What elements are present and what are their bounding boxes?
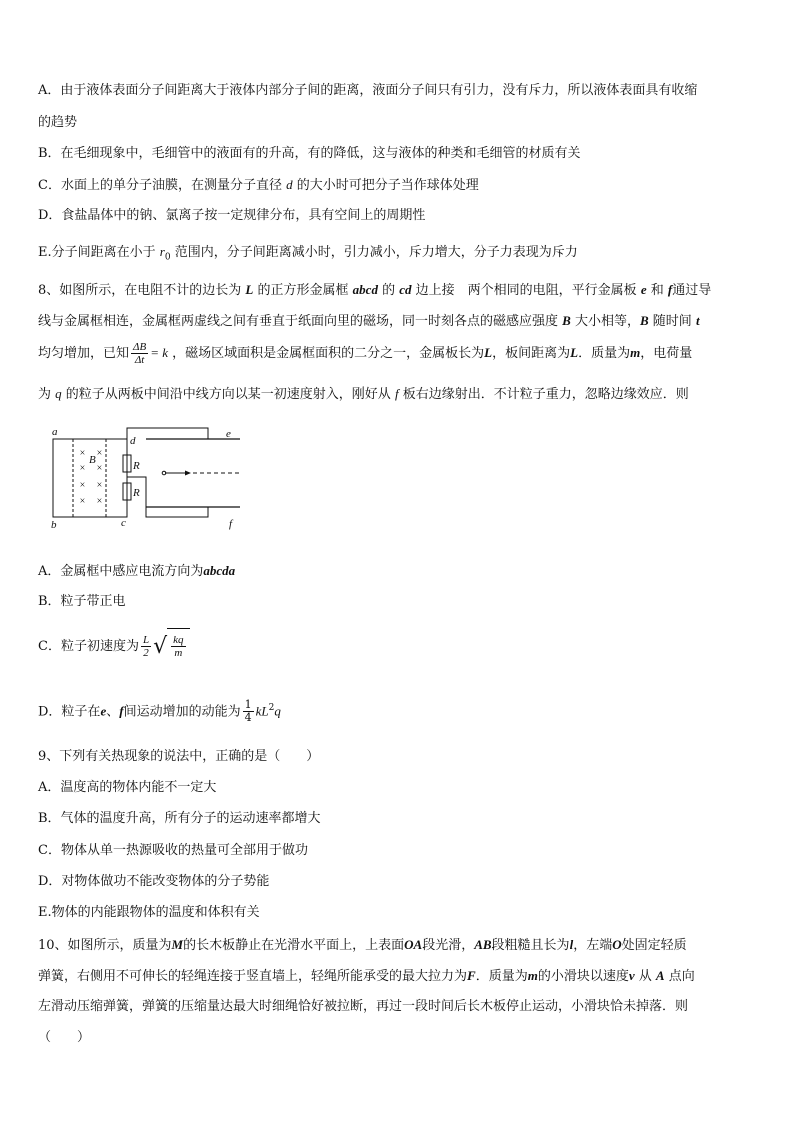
q8-option-d: D．粒子在e、f间运动增加的动能为 $\frac{1}{4}$ $kL^2q$ <box>38 698 281 725</box>
label-b: b <box>51 519 57 531</box>
sqrt-sign-icon: √ <box>153 633 168 659</box>
q9-option-a: A．温度高的物体内能不一定大 <box>38 780 217 795</box>
c-radicand: $\frac{kq}{m}$ <box>173 634 184 659</box>
label-d: d <box>130 435 136 447</box>
label-resistor-lower: R <box>133 487 140 499</box>
wire-to-plate-e <box>127 428 208 439</box>
q9-option-e: E.物体的内能跟物体的温度和体积有关 <box>38 905 260 920</box>
q8-stem-line2: 线与金属框相连，金属框两虚线之间有垂直于纸面向里的磁场，同一时刻各点的磁感应强度 B 大小相等，B 随时间 t <box>38 313 700 329</box>
q8-option-c: C．粒子初速度为 $\frac{L}{2}$ √ $\frac{kq}{m}$ <box>38 628 190 665</box>
q8-circuit-figure <box>40 425 255 535</box>
q9-option-c: C．物体从单一热源吸收的热量可全部用于做功 <box>38 843 308 858</box>
q9-stem: 9、下列有关热现象的说法中，正确的是（ ） <box>38 749 320 764</box>
field-cross-mark: × <box>96 463 103 474</box>
arrow-head-icon <box>185 471 191 476</box>
q7-option-c: C．水面上的单分子油膜，在测量分子直径 d 的大小时可把分子当作球体处理 <box>38 177 479 193</box>
field-cross-mark: × <box>79 448 86 459</box>
q10-stem-line3: 左滑动压缩弹簧，弹簧的压缩量达最大时细绳恰好被拉断，再过一段时间后长木板停止运动，小滑块恰未掉落．则 <box>38 999 689 1014</box>
q7-option-a-line1: A．由于液体表面分子间距离大于液体内部分子间的距离，液面分子间只有引力，没有斥力，所以液体表面具有收缩 <box>38 83 698 98</box>
field-cross-mark: × <box>79 496 86 507</box>
dB-dt-fraction: $\frac{\Delta B}{\Delta t}$ <box>133 341 147 366</box>
d-fraction: $\frac{1}{4}$ <box>244 698 252 725</box>
label-e: e <box>226 428 231 440</box>
q8-stem-line1: 8、如图所示，在电阻不计的边长为 L 的正方形金属框 abcd 的 cd 边上接 两个相同的电阻，平行金属板 e 和 f通过导 <box>38 282 712 298</box>
q7-option-a-line2: 的趋势 <box>38 115 78 130</box>
label-a: a <box>52 426 58 438</box>
q8-option-b: B．粒子带正电 <box>38 594 126 609</box>
field-cross-mark: × <box>96 496 103 507</box>
q10-stem-line1: 10、如图所示，质量为M的长木板静止在光滑水平面上，上表面OA段光滑，AB段粗糙且长为l，左端O处固定轻质 <box>38 937 687 953</box>
field-cross-mark: × <box>96 480 103 491</box>
q8-stem-line4: 为 q 的粒子从两板中间沿中线方向以某一初速度射入，刚好从 f 板右边缘射出．不计粒子重力，忽略边缘效应．则 <box>38 386 689 402</box>
q9-option-b: B．气体的温度升高，所有分子的运动速率都增大 <box>38 811 321 826</box>
field-cross-mark: × <box>79 463 86 474</box>
label-c: c <box>121 517 126 529</box>
q9-option-d: D．对物体做功不能改变物体的分子势能 <box>38 874 270 889</box>
q8-stem-line3: 均匀增加，已知 $\frac{\Delta B}{\Delta t}$ = k ，磁场区域面积是金属框面积的二分之一，金属板长为L，板间距离为L．质量为m，电荷量 <box>38 341 693 366</box>
field-cross-mark: × <box>79 480 86 491</box>
q7-option-e: E.分子间距离在小于 $r_0$ 范围内，分子间距离减小时，引力减小，斥力增大，分子力表现为斥力 <box>38 244 578 263</box>
label-resistor-upper: R <box>133 460 140 472</box>
q8-option-a: A．金属框中感应电流方向为abcda <box>38 563 236 579</box>
q7-option-d: D．食盐晶体中的钠、氯离子按一定规律分布，具有空间上的周期性 <box>38 208 426 223</box>
c-fraction: $\frac{L}{2}$ <box>142 634 150 659</box>
label-field-B: B <box>89 454 96 466</box>
q10-stem-line2: 弹簧，右侧用不可伸长的轻绳连接于竖直墙上，轻绳所能承受的最大拉力为F．质量为m的小滑块以速度v 从 A 点向 <box>38 968 695 984</box>
q10-stem-line4: （ ） <box>38 1030 91 1045</box>
field-cross-mark: × <box>96 448 103 459</box>
metal-frame <box>53 439 127 517</box>
label-f: f <box>229 518 233 530</box>
q7-option-b: B．在毛细现象中，毛细管中的液面有的升高，有的降低，这与液体的种类和毛细管的材质有关 <box>38 146 581 161</box>
